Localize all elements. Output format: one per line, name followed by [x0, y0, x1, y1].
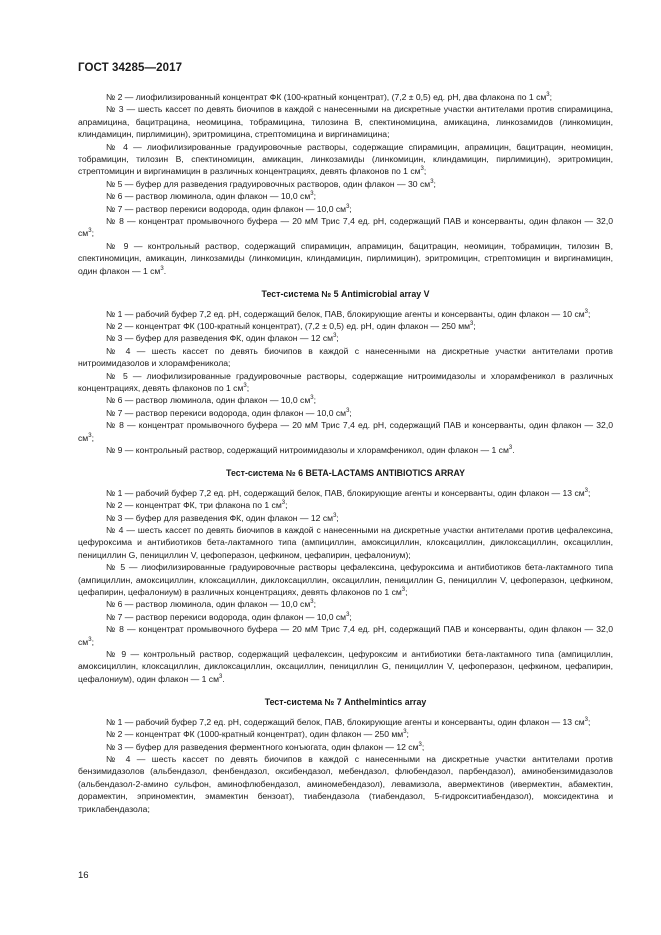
list-item: № 6 — раствор люминола, один флакон — 10,0 $см^3$; [106, 599, 316, 610]
document-body [78, 91, 613, 815]
list-item: № 8 — концентрат промывочного буфера — 20 мМ Трис 7,4 ед. pH, содержащий ПАВ и консерванты, один флакон — 32,0 $см^3$; [78, 624, 613, 647]
list-item: № 2 — концентрат ФК (1000-кратный концентрат), один флакон — 250 $мм^3$; [106, 729, 409, 740]
list-item: № 2 — лиофилизированный концентрат ФК (100-кратный концентрат), (7,2 ± 0,5) ед. pH, два флакона по 1 $см^3$; [106, 92, 553, 102]
section-heading: Тест-система № 6 BETA-LACTAMS ANTIBIOTICS ARRAY [226, 468, 465, 479]
list-item: № 1 — рабочий буфер 7,2 ед. pH, содержащий белок, ПАВ, блокирующие агенты и консерванты, один флакон — 13 $см^3$; [106, 487, 591, 498]
list-item: № 7 — раствор перекиси водорода, один флакон — 10,0 $см^3$; [106, 407, 352, 418]
list-item: № 9 — контрольный раствор, содержащий цефалексин, цефуроксим и антибиотики бета-лактамного типа (ампициллин, амоксициллин, клоксациллин, диклоксациллин, оксациллин, пенициллин G, пенициллин V, цефоперазон, цефкином, цефапирин, цефалониум), один флакон — 1 $см^3$. [78, 649, 613, 684]
list-item: № 8 — концентрат промывочного буфера — 20 мМ Трис 7,4 ед. pH, содержащий ПАВ и консерванты, один флакон — 32,0 $см^3$; [78, 216, 613, 239]
list-item: № 2 — концентрат ФК, три флакона по 1 $см^3$; [106, 500, 288, 511]
list-item: № 8 — концентрат промывочного буфера — 20 мМ Трис 7,4 ед. pH, содержащий ПАВ и консерванты, один флакон — 32,0 $см^3$; [78, 420, 613, 443]
section-heading: Тест-система № 5 Antimicrobial array V [261, 289, 430, 300]
list-item: № 2 — концентрат ФК (100-кратный концентрат), (7,2 ± 0,5) ед. pH, один флакон — 250 $мм^3$; [106, 320, 476, 331]
list-item: № 3 — буфер для разведения ФК, один флакон — 12 $см^3$; [106, 512, 339, 523]
list-item: № 6 — раствор люминола, один флакон — 10,0 $см^3$; [106, 191, 316, 202]
list-item: № 9 — контрольный раствор, содержащий спирамицин, апрамицин, бацитрацин, неомицин, тобрамицин, тилозин В, спектиномицин, амикацин, линкозамиды (линкомицин, клиндамицин, пирлимицин), эритромицин, стрептомицин и виргинамицин, один флакон — 1 $см^3$. [78, 240, 613, 276]
document-header: ГОСТ 34285—2017 [78, 62, 183, 74]
list-item: № 5 — буфер для разведения градуировочных растворов, один флакон — 30 $см^3$; [106, 178, 436, 189]
list-item: № 5 — лиофилизированные градуировочные растворы, содержащие нитроимидазолы и хлорамфеникол в различных концентрациях, девять флаконов по 1 $см^3$; [78, 370, 613, 393]
list-item: № 9 — контрольный раствор, содержащий нитроимидазолы и хлорамфеникол, один флакон — 1 $см^3$. [106, 444, 515, 455]
list-item: № 7 — раствор перекиси водорода, один флакон — 10,0 $см^3$; [106, 203, 352, 214]
list-item: № 4 — шесть кассет по девять биочипов в каждой с нанесенными на дискретные участки антителами против нитроимидазолов и хлорамфеникола; [78, 345, 613, 369]
list-item: № 5 — лиофилизированные градуировочные растворы цефалексина, цефуроксима и антибиотиков бета-лактамного типа (ампициллин, амоксициллин, клоксациллин, диклоксациллин, оксациллин, пенициллин G, пенициллин V, цефоперазон, цефкином, цефапирин, цефалониум) в различных концентрациях, девять флаконов по 1 $см^3$; [78, 562, 613, 598]
section-heading: Тест-система № 7 Anthelmintics array [264, 697, 427, 708]
list-item: № 3 — буфер для разведения ФК, один флакон — 12 $см^3$; [106, 333, 339, 344]
list-item: № 1 — рабочий буфер 7,2 ед. pH, содержащий белок, ПАВ, блокирующие агенты и консерванты, один флакон — 10 $см^3$; [106, 308, 591, 319]
page-number: 16 [78, 870, 89, 881]
list-item: № 4 — лиофилизированные градуировочные растворы, содержащие спирамицин, апрамицин, бацитрацин, неомицин, тобрамицин, тилозин В, спектиномицин, амикацин, линкозамиды (линкомицин, клиндамицин, пирлимицин), эритромицин, стрептомицин и виргинамицин в различных концентрациях, девять флаконов по 1 $см^3$; [78, 141, 613, 177]
list-item: № 3 — буфер для разведения ферментного конъюгата, один флакон — 12 $см^3$; [106, 741, 425, 752]
list-item: № 1 — рабочий буфер 7,2 ед. pH, содержащий белок, ПАВ, блокирующие агенты и консерванты, один флакон — 13 $см^3$; [106, 716, 591, 727]
list-item: № 6 — раствор люминола, один флакон — 10,0 $см^3$; [106, 395, 316, 406]
list-item: № 3 — шесть кассет по девять биочипов в каждой с нанесенными на дискретные участки антителами против спирамицина, апрамицина, бацитрацина, неомицина, тобрамицина, тилозина В, спектиномицина, амикацина, линкозамидов (линкомицин, клиндамицин, пирлимицин), эритромицина, стрептомицина и виргинамицина; [78, 104, 613, 140]
list-item: № 4 — шесть кассет по девять биочипов в каждой с нанесенными на дискретные участки антителами против бензимидазолов (альбендазол, фенбендазол, оксибендазол, мебендазол, флюбендазол, парбендазол), аминобензимидазолов (альбендазол-2-амино сульфон, аминофлюбендазол, аминомебендазол), левамизола, авермектинов (ивермектин, абамектин, дорамектин, эприномектин, эмамектин бензоат), тиабендазола (тиабендазол, 5-гидрокситиабендазол), моксидектина и триклабендазола; [78, 753, 613, 814]
list-item: № 7 — раствор перекиси водорода, один флакон — 10,0 $см^3$; [106, 611, 352, 622]
list-item: № 4 — шесть кассет по девять биочипов в каждой с нанесенными на дискретные участки антителами против цефалексина, цефуроксима и антибиотиков бета-лактамного типа (ампициллин, амоксициллин, клоксациллин, диклоксациллин, оксациллин, пенициллин G, пенициллин V, цефоперазон, цефкином, цефапирин, цефалониум); [78, 525, 613, 560]
